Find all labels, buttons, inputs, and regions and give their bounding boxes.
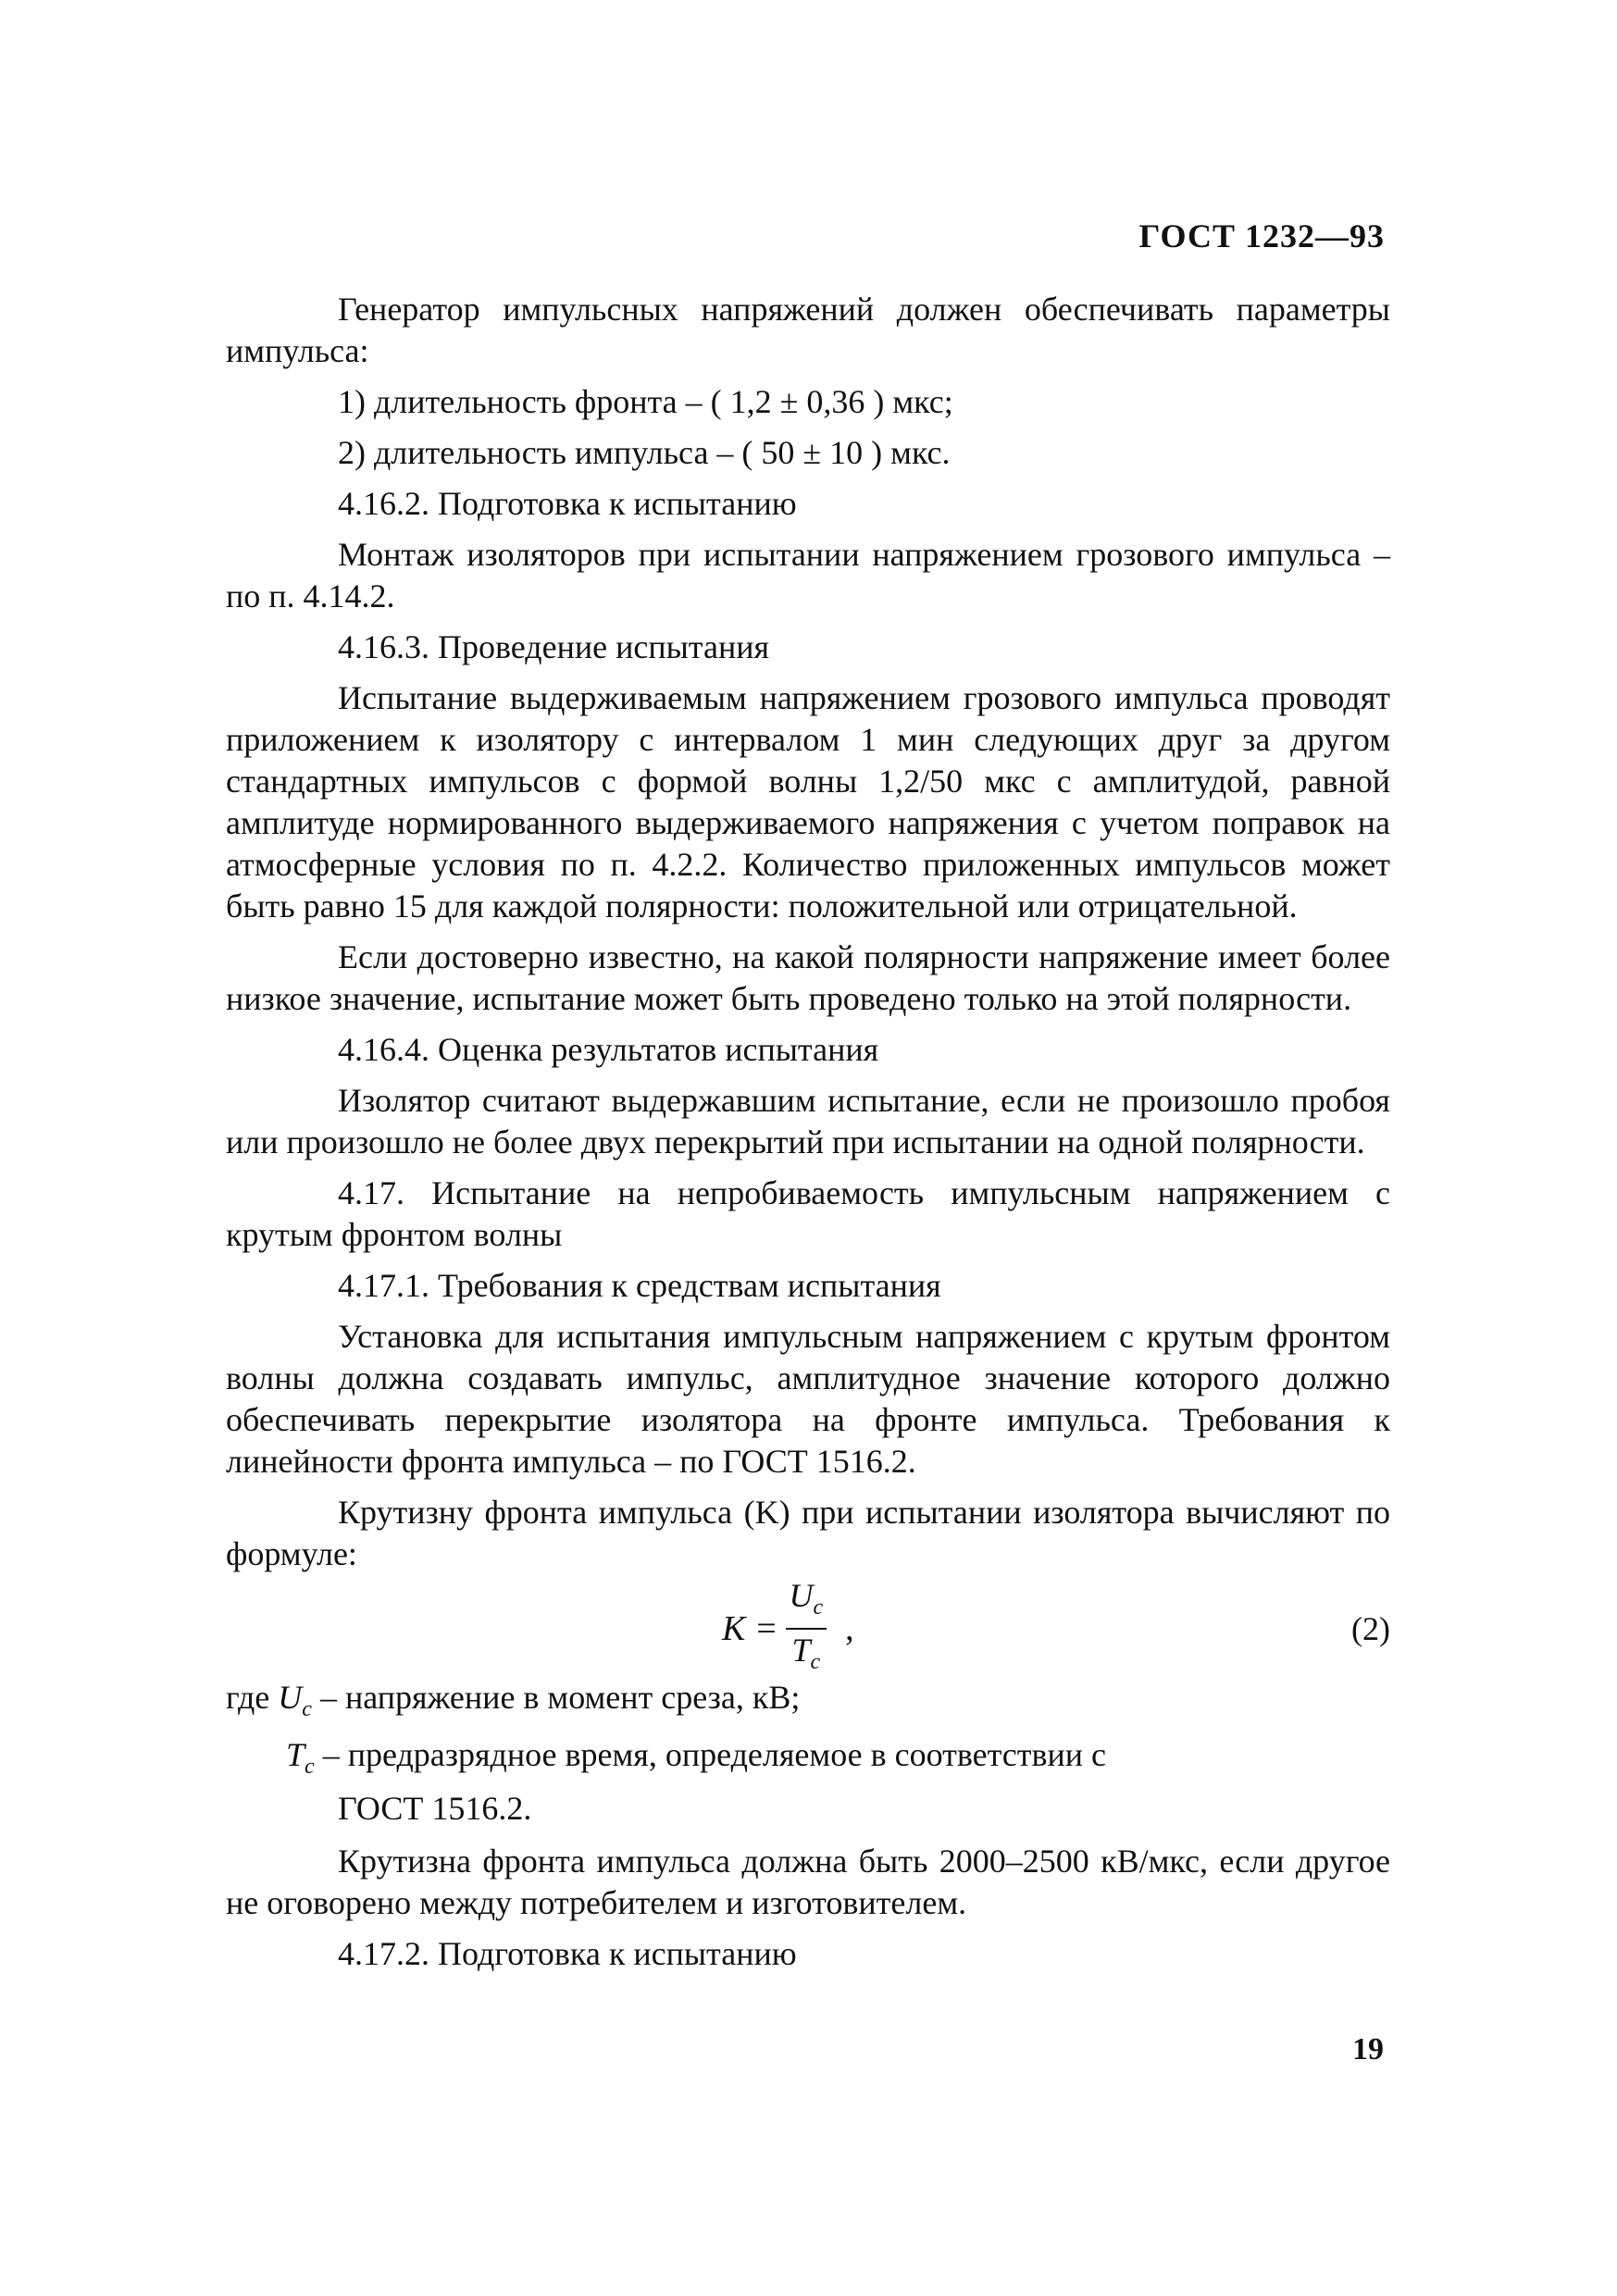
- formula-lhs: K =: [722, 1608, 778, 1648]
- formula-legend-1: [226, 1677, 1390, 1731]
- section-heading: 4.17.1. Требования к средствам испытания: [338, 1267, 941, 1304]
- section-heading: 4.17.2. Подготовка к испытанию: [338, 1935, 797, 1973]
- document-body: [226, 289, 1390, 1984]
- section-heading: 4.16.4. Оценка результатов испытания: [338, 1031, 879, 1068]
- legend-definition-cont: ГОСТ 1516.2.: [338, 1790, 532, 1828]
- paragraph: Установка для испытания импульсным напряжением с крутым фронтом волны должна создавать импульс, амплитудное значение которого должно обеспечивать перекрытие изолятора на фронте импульса. Требования к линейности фронта импульса – по ГОСТ 1516.2.: [226, 1318, 1390, 1480]
- formula-numerator: $U_c$: [786, 1577, 827, 1630]
- paragraph: Изолятор считают выдержавшим испытание, если не произошло пробоя или произошло не более двух перекрытий при испытании на одной полярности.: [226, 1082, 1390, 1160]
- page-number: 19: [1352, 2032, 1384, 2066]
- section-heading: 4.16.3. Проведение испытания: [338, 628, 770, 665]
- paragraph: Испытание выдерживаемым напряжением грозового импульса проводят приложением к изолятору с интервалом 1 мин следующих друг за другом стандартных импульсов с формой волны 1,2/50 мкс с амплитудой, равной амплитуде нормированного выдерживаемого напряжения с учетом поправок на атмосферные условия по п. 4.2.2. Количество приложенных импульсов может быть равно 15 для каждой полярности: положительной или отрицательной.: [226, 679, 1390, 925]
- formula-denominator: $T_c$: [791, 1632, 821, 1675]
- document-header: ГОСТ 1232—93: [1138, 217, 1385, 254]
- paragraph: Крутизну фронта импульса (K) при испытании изолятора вычисляют по формуле:: [226, 1494, 1390, 1572]
- section-heading: 4.17. Испытание на непробиваемость импульсным напряжением с крутым фронтом волны: [226, 1174, 1390, 1253]
- formula-number: (2): [1351, 1610, 1390, 1647]
- paragraph: Монтаж изоляторов при испытании напряжением грозового импульса – по п. 4.14.2.: [226, 536, 1390, 614]
- formula-block: [226, 1576, 1390, 1675]
- where-prefix: где: [226, 1679, 270, 1716]
- paragraph: Генератор импульсных напряжений должен обеспечивать параметры импульса:: [226, 291, 1390, 369]
- legend-definition: – напряжение в момент среза, кВ;: [311, 1679, 801, 1716]
- formula-legend-2: [226, 1734, 1390, 1830]
- list-item: 1) длительность фронта – ( 1,2 ± 0,36 ) мкс;: [338, 383, 953, 420]
- paragraph: Если достоверно известно, на какой полярности напряжение имеет более низкое значение, испытание может быть проведено только на этой полярности.: [226, 938, 1390, 1017]
- section-heading: 4.16.2. Подготовка к испытанию: [338, 485, 797, 522]
- formula-comma: ,: [845, 1608, 854, 1648]
- legend-symbol: $U_c$: [278, 1679, 312, 1722]
- formula: [722, 1576, 854, 1675]
- list-item: 2) длительность импульса – ( 50 ± 10 ) мкс.: [338, 434, 951, 471]
- legend-symbol: $T_c$: [286, 1736, 315, 1780]
- formula-fraction: [786, 1577, 827, 1681]
- legend-definition: – предразрядное время, определяемое в соответствии с: [314, 1736, 1107, 1774]
- paragraph: Крутизна фронта импульса должна быть 2000–2500 кВ/мкс, если другое не оговорено между потребителем и изготовителем.: [226, 1843, 1390, 1922]
